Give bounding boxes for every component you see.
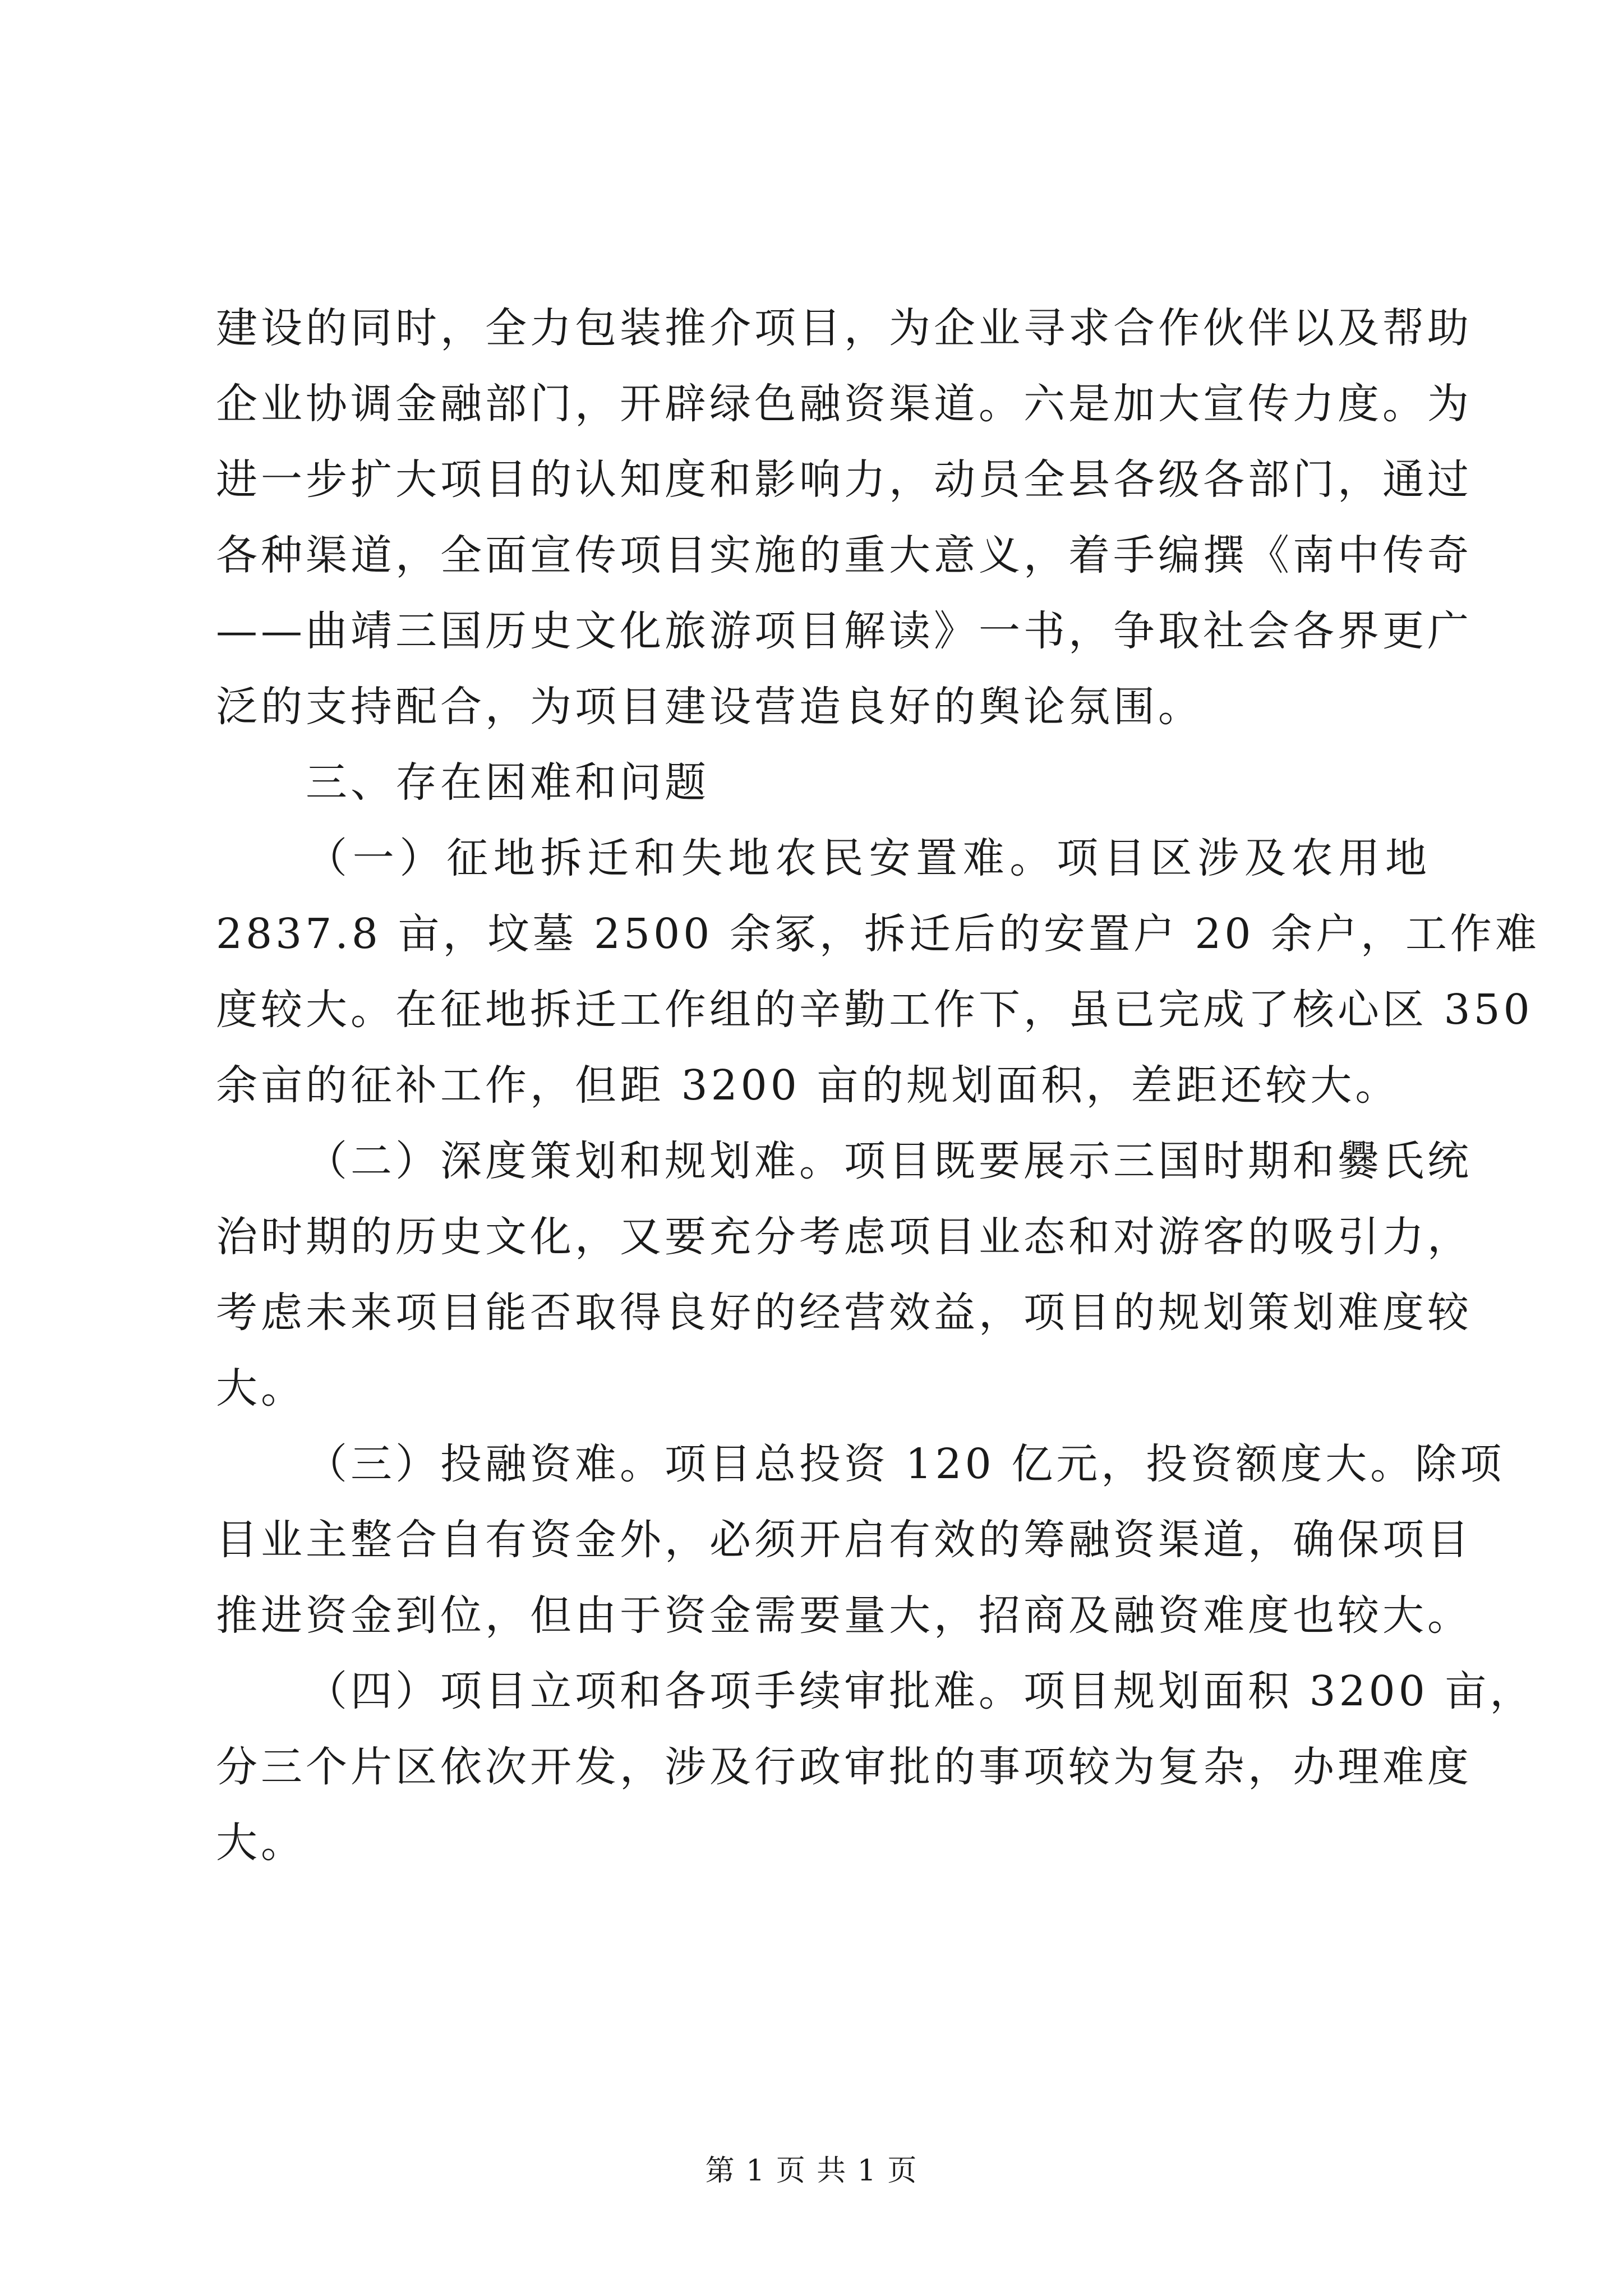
paragraph-line: 大。: [216, 1364, 306, 1412]
paragraph-line: ——曲靖三国历史文化旅游项目解读》一书，争取社会各界更广: [216, 607, 1472, 655]
paragraph-line: 2837.8 亩，坟墓 2500 余冢，拆迁后的安置户 20 余户，工作难: [216, 910, 1541, 958]
paragraph-line: 度较大。在征地拆迁工作组的辛勤工作下，虽已完成了核心区 350: [216, 986, 1533, 1034]
paragraph-line: 余亩的征补工作，但距 3200 亩的规划面积，差距还较大。: [216, 1061, 1400, 1110]
paragraph-line: 目业主整合自有资金外，必须开启有效的筹融资渠道，确保项目: [216, 1516, 1472, 1564]
section-heading: 三、存在困难和问题: [306, 758, 709, 807]
page-footer: 第 1 页 共 1 页: [705, 2154, 918, 2188]
paragraph-line: 企业协调金融部门，开辟绿色融资渠道。六是加大宣传力度。为: [216, 380, 1472, 428]
paragraph-line: 考虑未来项目能否取得良好的经营效益，项目的规划策划难度较: [216, 1289, 1472, 1337]
paragraph-line: 进一步扩大项目的认知度和影响力，动员全县各级各部门，通过: [216, 455, 1472, 504]
paragraph-line: 建设的同时，全力包装推介项目，为企业寻求合作伙伴以及帮助: [216, 304, 1472, 352]
paragraph-line: 各种渠道，全面宣传项目实施的重大意义，着手编撰《南中传奇: [216, 531, 1472, 579]
paragraph-line: （三）投融资难。项目总投资 120 亿元，投资额度大。除项: [306, 1440, 1505, 1488]
paragraph-line: （二）深度策划和规划难。项目既要展示三国时期和爨氏统: [306, 1137, 1472, 1185]
paragraph-line: 分三个片区依次开发，涉及行政审批的事项较为复杂，办理难度: [216, 1743, 1472, 1791]
paragraph-line: 推进资金到位，但由于资金需要量大，招商及融资难度也较大。: [216, 1591, 1472, 1640]
paragraph-line: 泛的支持配合，为项目建设营造良好的舆论氛围。: [216, 683, 1203, 731]
paragraph-line: 治时期的历史文化，又要充分考虑项目业态和对游客的吸引力，: [216, 1213, 1472, 1261]
paragraph-line: （四）项目立项和各项手续审批难。项目规划面积 3200 亩，: [306, 1667, 1535, 1715]
paragraph-line: （一）征地拆迁和失地农民安置难。项目区涉及农用地: [306, 834, 1430, 882]
paragraph-line: 大。: [216, 1819, 306, 1867]
